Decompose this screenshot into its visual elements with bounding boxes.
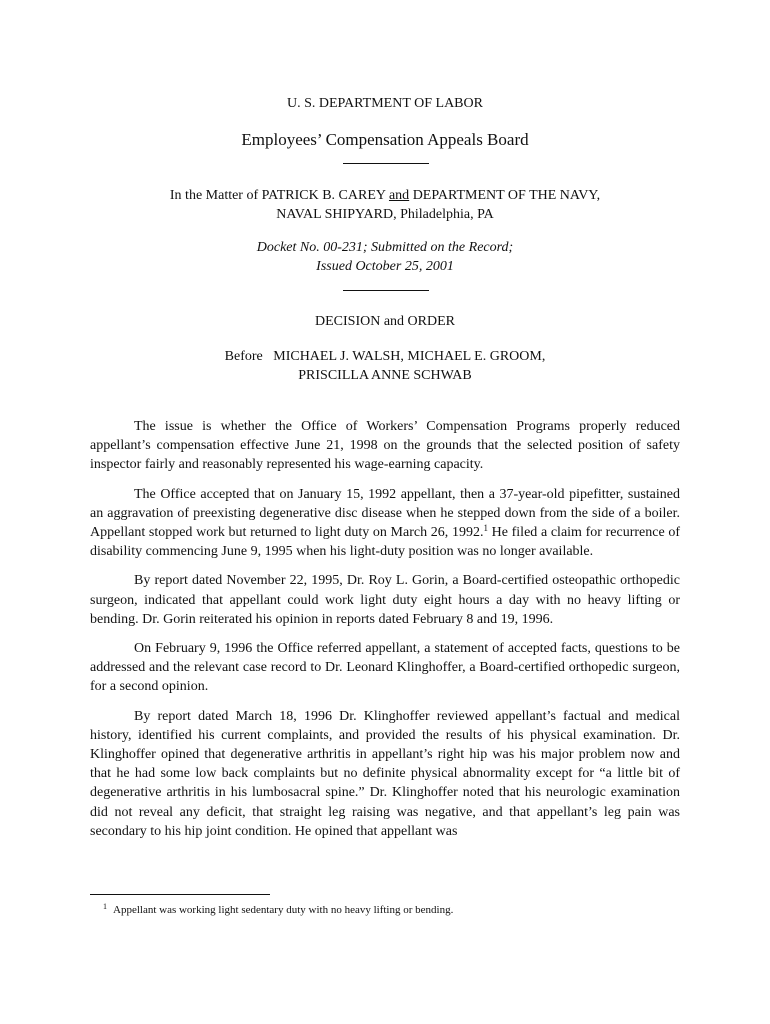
footnote-reference[interactable]: 1 — [483, 523, 488, 534]
caption-suffix: DEPARTMENT OF THE NAVY, — [409, 188, 601, 203]
paragraph-3: By report dated November 22, 1995, Dr. Roy L. Gorin, a Board-certified osteopathic orthopedic surgeon, indicated that appellant could work light duty eight hours a day with no heavy lifting or bending. Dr. Gorin reiterated his opinion in reports dated February 8 and 19, 1996. — [90, 573, 680, 627]
caption-line-1 — [90, 186, 680, 205]
case-caption — [90, 186, 680, 224]
document-page — [90, 0, 680, 1024]
footnote-number: 1 — [103, 902, 107, 911]
paragraph-5: By report dated March 18, 1996 Dr. Klinghoffer reviewed appellant’s factual and medical history, identified his current complaints, and provided the results of his physical examination. Dr. Klinghoffer opined that degenerative arthritis in appellant’s right hip was his major problem now and that he had some low back complaints but no definite physical abnormality except for “a little bit of degenerative arthritis in his lumbosacral spine.” Dr. Klinghoffer noted that his neurologic examination did not reveal any deficit, that straight leg raising was negative, and that appellant’s leg pain was secondary to his hip joint condition. He opined that appellant was — [90, 708, 680, 839]
docket-line-1: Docket No. 00-231; Submitted on the Record; — [256, 240, 514, 255]
caption-line-2: NAVAL SHIPYARD, Philadelphia, PA — [276, 207, 494, 222]
panel-members — [90, 347, 680, 385]
docket-line-2: Issued October 25, 2001 — [316, 259, 454, 274]
paragraph-1: The issue is whether the Office of Workers’ Compensation Programs properly reduced appellant’s compensation effective June 21, 1998 on the grounds that the selected position of safety inspector fairly and reasonably represented his wage-earning capacity. — [90, 419, 680, 473]
footnote-divider — [90, 894, 270, 895]
docket-divider — [343, 290, 429, 291]
title-divider — [343, 163, 429, 164]
opinion-body — [90, 417, 680, 851]
paragraph-4: On February 9, 1996 the Office referred appellant, a statement of accepted facts, questions to be addressed and the relevant case record to Dr. Leonard Klinghoffer, a Board-certified orthopedic surgeon, for a second opinion. — [90, 641, 680, 695]
caption-and: and — [388, 188, 410, 203]
footnote-text: Appellant was working light sedentary duty with no heavy lifting or bending. — [113, 904, 454, 916]
caption-prefix: In the Matter of PATRICK B. CAREY — [169, 188, 389, 203]
department-heading: U. S. DEPARTMENT OF LABOR — [287, 96, 483, 111]
decision-title: DECISION and ORDER — [315, 314, 455, 329]
docket-info — [90, 238, 680, 276]
footnote — [103, 903, 663, 917]
panel-line-1: Before MICHAEL J. WALSH, MICHAEL E. GROOM, — [224, 349, 546, 364]
panel-line-2: PRISCILLA ANNE SCHWAB — [298, 368, 472, 383]
paragraph-2-part-a: The Office accepted that on January 15, 1992 appellant, then a 37-year-old pipefitter, sustained an aggravation of preexisting degenerative disc disease when he stepped down from the side of a boiler. Appellant stopped work but returned to light duty on March 26, 1992. — [90, 486, 680, 541]
board-title: Employees’ Compensation Appeals Board — [241, 130, 529, 149]
paragraph-2-part-b: He filed a claim for recurrence of disability commencing June 9, 1995 when his light-duty position was no longer available. — [90, 525, 680, 560]
paragraph-2 — [90, 485, 680, 562]
